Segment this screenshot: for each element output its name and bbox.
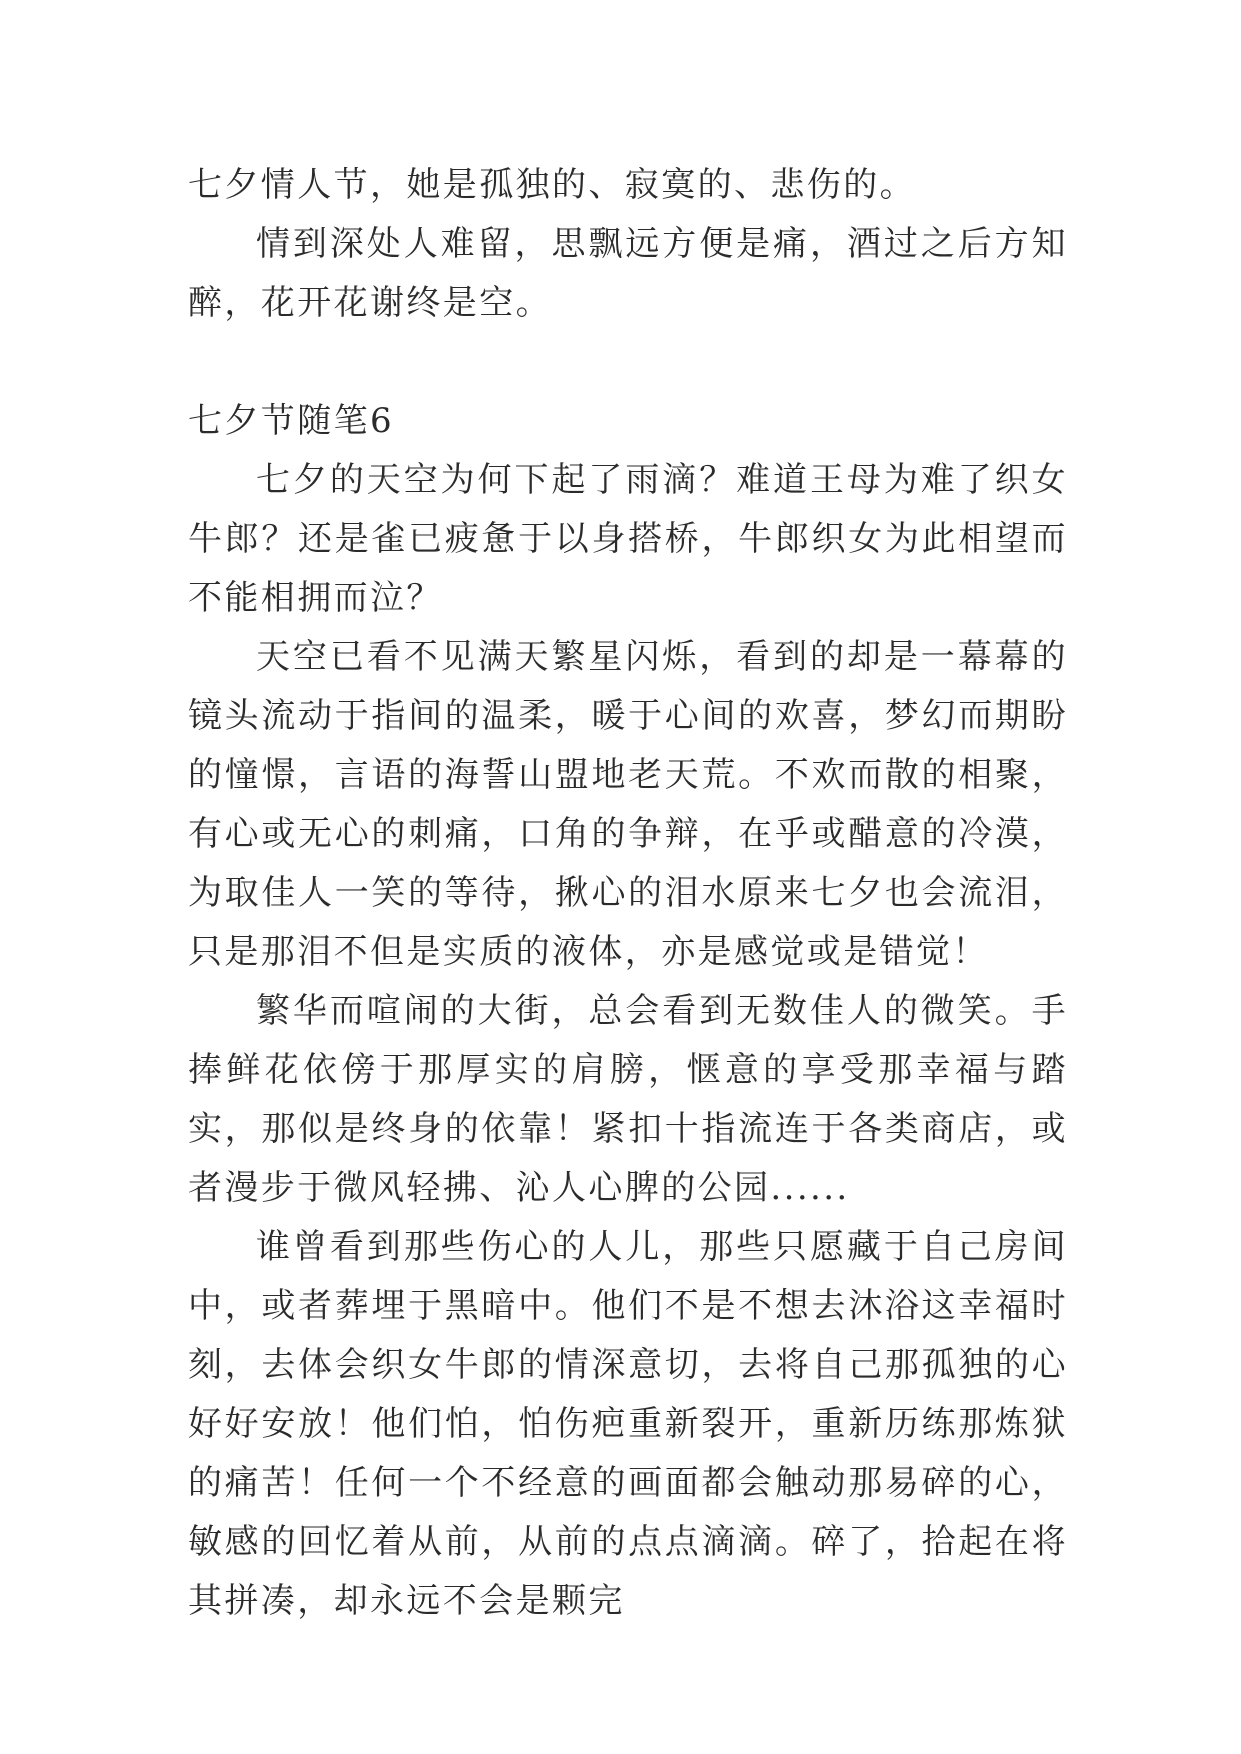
paragraph-6: 谁曾看到那些伤心的人儿，那些只愿藏于自己房间中，或者葬埋于黑暗中。他们不是不想去沐浴这幸福时刻，去体会织女牛郎的情深意切，去将自己那孤独的心好好安放！他们怕，怕伤疤重新裂开，重新历练那炼狱的痛苦！任何一个不经意的画面都会触动那易碎的心，敏感的回忆着从前，从前的点点滴滴。碎了，拾起在将其拼凑，却永远不会是颗完 — [188, 1227, 1068, 1621]
document-body — [188, 156, 1068, 1631]
paragraph-4: 天空已看不见满天繁星闪烁，看到的却是一幕幕的镜头流动于指间的温柔，暖于心间的欢喜，梦幻而期盼的憧憬，言语的海誓山盟地老天荒。不欢而散的相聚，有心或无心的刺痛，口角的争辩，在乎或醋意的冷漠，为取佳人一笑的等待，揪心的泪水原来七夕也会流泪，只是那泪不但是实质的液体，亦是感觉或是错觉！ — [188, 637, 1068, 972]
paragraph-3: 七夕的天空为何下起了雨滴？难道王母为难了织女牛郎？还是雀已疲惫于以身搭桥，牛郎织女为此相望而不能相拥而泣？ — [188, 460, 1068, 618]
blank-line — [188, 333, 1068, 392]
paragraph-2: 情到深处人难留，思飘远方便是痛，酒过之后方知醉，花开花谢终是空。 — [188, 224, 1068, 323]
section-title: 七夕节随笔6 — [188, 401, 395, 441]
paragraph-1: 七夕情人节，她是孤独的、寂寞的、悲伤的。 — [188, 165, 916, 205]
paragraph-5: 繁华而喧闹的大街，总会看到无数佳人的微笑。手捧鲜花依傍于那厚实的肩膀，惬意的享受那幸福与踏实，那似是终身的依靠！紧扣十指流连于各类商店，或者漫步于微风轻拂、沁人心脾的公园...... — [188, 991, 1068, 1208]
